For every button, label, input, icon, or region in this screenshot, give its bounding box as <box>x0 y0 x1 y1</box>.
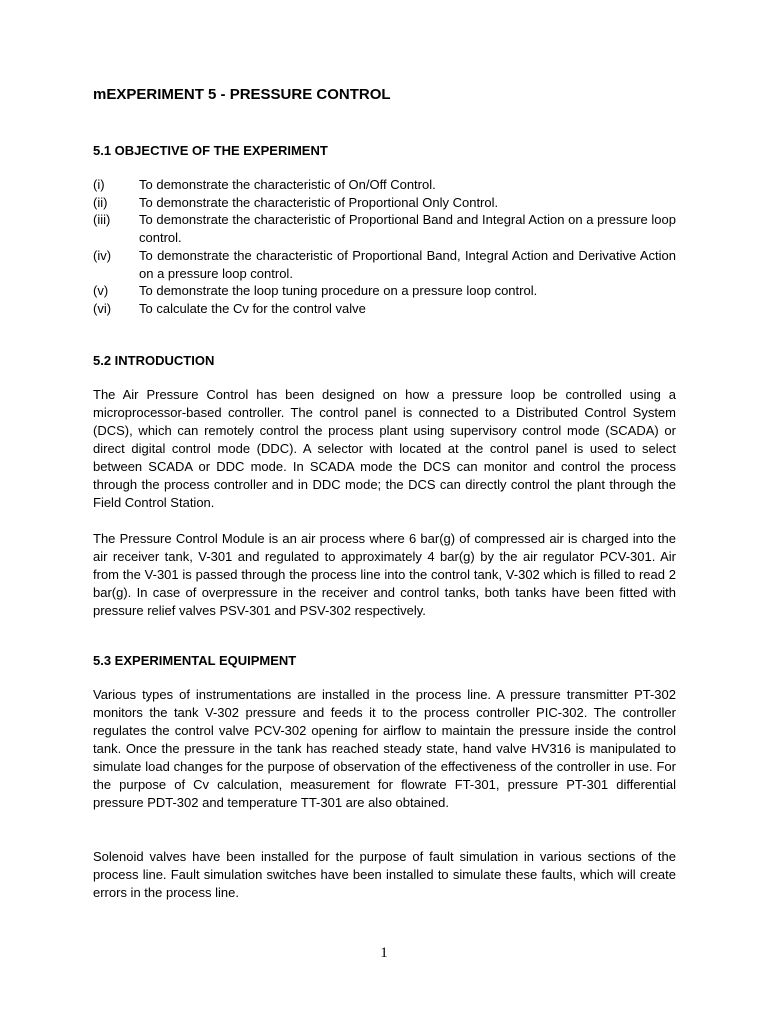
list-item <box>93 211 676 246</box>
section-heading-equipment: 5.3 EXPERIMENTAL EQUIPMENT <box>93 653 297 668</box>
list-item-text: To demonstrate the characteristic of Proportional Band and Integral Action on a pressure loop control. <box>139 212 676 246</box>
list-item-number: (v) <box>93 283 109 299</box>
list-item <box>93 194 676 212</box>
list-item-number: (i) <box>93 177 105 192</box>
section-heading-introduction: 5.2 INTRODUCTION <box>93 353 215 368</box>
objective-list <box>93 176 676 318</box>
introduction-paragraph-1: The Air Pressure Control has been designed on how a pressure loop be controlled using a microprocessor-based controller. The control panel is connected to a Distributed Control System (DCS), which can remotely control the process plant using supervisory control mode (SCADA) or direct digital control mode (DDC). A selector with located at the control panel is used to select between SCADA or DDC mode. In SCADA mode the DCS can monitor and control the process through the process controller and in DDC mode; the DCS can directly control the plant through the Field Control Station. <box>93 387 676 510</box>
introduction-paragraph-2: The Pressure Control Module is an air process where 6 bar(g) of compressed air is charged into the air receiver tank, V-301 and regulated to approximately 4 bar(g) by the air regulator PCV-301. Air from the V-301 is passed through the process line into the control tank, V-302 which is filled to read 2 bar(g). In case of overpressure in the receiver and control tanks, both tanks have been fitted with pressure relief valves PSV-301 and PSV-302 respectively. <box>93 531 676 618</box>
equipment-paragraph-2: Solenoid valves have been installed for the purpose of fault simulation in various sections of the process line. Fault simulation switches have been installed to simulate these faults, which will create errors in the process line. <box>93 849 676 900</box>
section-heading-objective: 5.1 OBJECTIVE OF THE EXPERIMENT <box>93 143 328 158</box>
list-item-number: (vi) <box>93 300 112 316</box>
document-title: mEXPERIMENT 5 - PRESSURE CONTROL <box>93 86 391 103</box>
list-item-text: To demonstrate the characteristic of Proportional Band, Integral Action and Derivative Action on a pressure loop control. <box>139 247 676 281</box>
page-number: 1 <box>380 945 388 961</box>
list-item <box>93 247 676 282</box>
list-item <box>93 282 676 300</box>
list-item-text: To calculate the Cv for the control valve <box>139 300 366 316</box>
list-item <box>93 300 676 318</box>
list-item <box>93 176 676 194</box>
equipment-paragraph-1: Various types of instrumentations are installed in the process line. A pressure transmitter PT-302 monitors the tank V-302 pressure and feeds it to the process controller PIC-302. The controller regulates the control valve PCV-302 opening for airflow to maintain the pressure inside the control tank. Once the pressure in the tank has reached steady state, hand valve HV316 is manipulated to simulate load changes for the purpose of observation of the effectiveness of the controller in use. For the purpose of Cv calculation, measurement for flowrate FT-301, pressure PT-301 differential pressure PDT-302 and temperature TT-301 are also obtained. <box>93 687 676 810</box>
list-item-number: (ii) <box>93 194 108 210</box>
list-item-text: To demonstrate the characteristic of Proportional Only Control. <box>139 194 499 210</box>
list-item-number: (iii) <box>93 212 111 228</box>
list-item-number: (iv) <box>93 247 112 263</box>
list-item-text: To demonstrate the characteristic of On/Off Control. <box>139 177 436 192</box>
list-item-text: To demonstrate the loop tuning procedure on a pressure loop control. <box>139 283 538 299</box>
